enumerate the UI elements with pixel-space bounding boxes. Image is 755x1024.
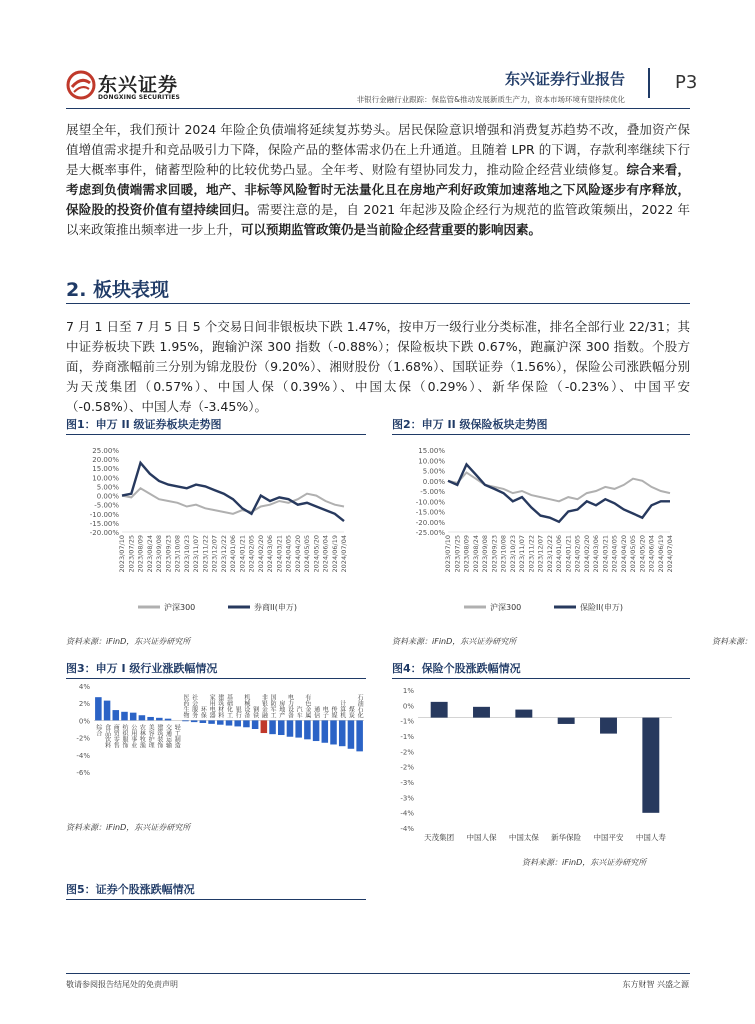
- fig1-xtick: 2023/09/08: [155, 535, 163, 573]
- fig3-bar: [295, 720, 302, 737]
- footer-rule: [66, 973, 690, 974]
- fig4-bar: [515, 710, 532, 718]
- fig4-category-label: 中国人保: [466, 833, 497, 842]
- fig1-xtick: 2023/08/24: [145, 535, 154, 573]
- fig1-xtick: 2023/07/10: [118, 535, 126, 573]
- outlook-text-2: 需要注意的是，自 2021 年起涉及险企经行为规范的监管政策频出，2022 年以来政策推出频率进一步上升，: [66, 202, 690, 237]
- fig1-xtick: 2024/05/05: [303, 535, 311, 573]
- fig4-bar: [473, 707, 490, 718]
- fig3-ytick: 0%: [78, 717, 90, 726]
- fig3-category-label: 机械设备: [242, 694, 250, 719]
- fig5-title: 图5：证券个股涨跌幅情况: [66, 883, 195, 896]
- fig3-bar: [356, 720, 363, 751]
- fig3-category-label: 美容护理: [147, 724, 155, 749]
- fig3-category-label: 汽车: [295, 706, 303, 719]
- fig3-category-label: 医药生物: [181, 694, 189, 719]
- fig1-xtick: 2023/10/23: [182, 535, 191, 573]
- fig1-legend-label-0: 沪深300: [164, 603, 196, 612]
- header-divider: [648, 68, 650, 98]
- outlook-bold-note: 可以预期监管政策仍是当前险企经营重要的影响因素。: [241, 222, 542, 237]
- fig1-ytick: 25.00%: [92, 447, 119, 455]
- fig2-ytick: -25.00%: [415, 529, 445, 537]
- fig1-xtick: 2023/07/25: [127, 535, 136, 573]
- fig2-xtick: 2024/03/06: [592, 535, 600, 573]
- fig3-category-label: 纺织服饰: [120, 724, 128, 749]
- fig1-xtick: 2024/04/05: [284, 535, 293, 573]
- fig3-bar: [226, 720, 233, 725]
- fig1-xtick: 2023/12/22: [219, 535, 228, 573]
- fig4-bar: [642, 718, 659, 813]
- disclaimer-note: 敬请参阅报告结尾处的免责声明: [66, 980, 178, 989]
- fig2-ytick: 5.00%: [422, 467, 445, 476]
- fig4-ytick: -2%: [400, 763, 414, 772]
- fig2-source: 资料来源：iFinD，东兴证券研究所: [392, 637, 517, 646]
- fig3-bar: [121, 712, 128, 721]
- fig2-series-1-line: [448, 464, 670, 521]
- fig4-ytick: -4%: [400, 825, 414, 833]
- fig2-series-0-line: [448, 473, 670, 502]
- fig1-xtick: 2023/09/23: [164, 535, 173, 573]
- fig4-ytick: 1%: [402, 687, 414, 695]
- fig3-bar: [322, 720, 329, 742]
- fig3-category-label: 国防军工: [269, 694, 277, 719]
- fig3-bar: [330, 720, 337, 744]
- fig3-category-label: 综合: [94, 724, 102, 737]
- fig3-category-label: 石油石化: [356, 694, 364, 719]
- fig1-xtick: 2023/11/07: [192, 535, 200, 573]
- fig4-title: 图4：保险个股涨跌幅情况: [392, 662, 521, 675]
- fig3-category-label: 钢铁: [251, 706, 259, 719]
- fig2-ytick: 15.00%: [418, 447, 445, 455]
- fig3-bar: [313, 720, 320, 741]
- fig2-xtick: 2024/06/19: [656, 535, 665, 573]
- fig2-legend-label-1: 保险II(申万): [580, 603, 623, 612]
- fig3-category-label: 房地产: [277, 700, 285, 719]
- fig4-bar: [558, 718, 575, 724]
- fig2-xtick: 2024/02/20: [582, 535, 591, 573]
- fig1-xtick: 2023/10/08: [173, 535, 182, 573]
- fig2-legend-label-0: 沪深300: [490, 603, 522, 612]
- fig3-category-label: 食品饮料: [103, 724, 111, 749]
- fig3-bar: [339, 720, 346, 746]
- fig3-category-label: 家用电器: [208, 694, 216, 719]
- fig4-category-label: 天茂集团: [424, 833, 455, 842]
- fig4-chart: [392, 684, 690, 854]
- section-rule: [66, 303, 690, 304]
- fig1-xtick: 2024/04/20: [293, 535, 302, 573]
- fig1-xtick: 2024/02/20: [256, 535, 265, 573]
- fig3-ytick: -4%: [76, 751, 90, 760]
- fig1-xtick: 2024/06/19: [330, 535, 339, 573]
- fig2-xtick: 2024/01/21: [564, 535, 573, 573]
- fig3-ytick: -2%: [76, 734, 90, 743]
- fig3-ytick: 4%: [78, 683, 90, 691]
- fig3-category-label: 商贸零售: [112, 724, 120, 749]
- fig3-category-label: 煤炭: [347, 706, 355, 719]
- fig3-title: 图3：申万 I 级行业涨跌幅情况: [66, 662, 218, 675]
- fig1-title: 图1：申万 II 级证券板块走势图: [66, 418, 222, 431]
- fig2-xtick: 2023/08/24: [471, 535, 480, 573]
- fig3-bar: [147, 717, 154, 720]
- page-number: P3: [675, 72, 698, 93]
- fig2-xtick: 2023/12/07: [536, 535, 545, 573]
- fig1-xtick: 2024/03/06: [266, 535, 274, 573]
- fig3-category-label: 电子: [321, 706, 329, 719]
- fig4-category-label: 中国平安: [593, 833, 624, 842]
- fig3-category-label: 交通运输: [164, 724, 172, 749]
- fig3-bar: [113, 710, 120, 720]
- logo-english-text: DONGXING SECURITIES: [98, 94, 181, 101]
- fig2-rule: [392, 434, 690, 435]
- fig1-ytick: -20.00%: [89, 529, 119, 537]
- fig1-ytick: -15.00%: [89, 519, 119, 528]
- fig2-xtick: 2023/11/22: [527, 535, 536, 573]
- fig2-xtick: 2024/07/04: [666, 535, 674, 573]
- fig4-bar: [431, 702, 448, 718]
- fig3-bar: [200, 720, 207, 723]
- fig3-ytick: -6%: [76, 769, 90, 777]
- fig2-xtick: 2023/08/09: [462, 535, 471, 573]
- fig3-bar: [243, 720, 250, 727]
- fig2-xtick: 2024/05/20: [638, 535, 647, 573]
- fig3-category-label: 社会服务: [190, 694, 198, 719]
- fig4-bar: [600, 718, 617, 734]
- fig3-category-label: 非银金融: [260, 694, 268, 719]
- fig5-rule: [66, 899, 366, 900]
- fig3-bar: [269, 720, 276, 734]
- fig2-xtick: 2024/02/05: [573, 535, 582, 573]
- outlook-bold-conclusion: 综合来看，考虑到负债端需求回暖，地产、非标等风险暂时无法量化且在房地产利好政策加速落地之下风险逐步有序释放，保险股的投资价值有望持续回归。: [66, 162, 690, 217]
- fig2-xtick: 2024/01/06: [555, 535, 563, 573]
- fig2-ytick: -5.00%: [420, 488, 445, 496]
- fig2-ytick: -20.00%: [415, 518, 445, 527]
- fig3-bar: [104, 701, 111, 721]
- fig3-category-label: 公用事业: [129, 724, 137, 749]
- section-title: 2. 板块表现: [66, 279, 170, 301]
- header-rule: [66, 108, 690, 109]
- fig3-category-label: 建筑材料: [216, 694, 224, 719]
- fig1-xtick: 2023/08/09: [136, 535, 145, 573]
- fig1-ytick: 0.00%: [96, 492, 119, 501]
- fig1-chart: [66, 440, 366, 620]
- fig2-xtick: 2023/07/10: [444, 535, 452, 573]
- fig1-legend-label-1: 券商II(申万): [254, 603, 297, 612]
- fig2-ytick: 10.00%: [418, 457, 445, 466]
- fig3-category-label: 银行: [234, 706, 242, 719]
- fig2-ytick: -10.00%: [415, 498, 445, 507]
- fig4-ytick: -2%: [400, 748, 414, 757]
- fig3-bar: [182, 720, 189, 721]
- fig1-xtick: 2024/07/04: [340, 535, 348, 573]
- fig3-bar: [261, 720, 268, 733]
- fig2-xtick: 2023/11/07: [518, 535, 526, 573]
- fig3-source: 资料来源：iFinD，东兴证券研究所: [66, 823, 191, 832]
- fig3-bar: [130, 713, 137, 721]
- fig1-series-1-line: [122, 463, 344, 521]
- fig1-xtick: 2024/02/05: [247, 535, 256, 573]
- fig3-category-label: 传媒: [330, 706, 338, 719]
- fig4-category-label: 中国人寿: [635, 833, 666, 842]
- fig4-ytick: -3%: [400, 794, 414, 803]
- fig1-ytick: 5.00%: [96, 483, 119, 492]
- company-logo-icon: [66, 70, 96, 100]
- fig3-bar: [234, 720, 241, 726]
- report-title: 东兴证券行业报告: [504, 70, 625, 88]
- fig3-bar: [304, 720, 311, 739]
- fig1-xtick: 2024/03/21: [275, 535, 284, 573]
- fig1-xtick: 2023/12/07: [210, 535, 219, 573]
- fig2-xtick: 2024/03/21: [601, 535, 610, 573]
- fig2-chart: [392, 440, 690, 620]
- fig2-title: 图2：申万 II 级保险板块走势图: [392, 418, 548, 431]
- fig2-xtick: 2023/10/08: [499, 535, 508, 573]
- fig1-xtick: 2024/06/04: [321, 535, 330, 573]
- fig1-xtick: 2024/01/06: [229, 535, 237, 573]
- fig3-category-label: 基础化工: [225, 694, 233, 719]
- fig3-bar: [287, 720, 294, 736]
- fig1-xtick: 2024/01/21: [238, 535, 247, 573]
- fig1-ytick: 20.00%: [92, 456, 119, 465]
- fig4-category-label: 新华保险: [551, 833, 582, 842]
- fig3-bar: [208, 720, 215, 723]
- fig1-ytick: 10.00%: [92, 474, 119, 483]
- fig3-ytick: 2%: [78, 700, 90, 709]
- fig3-bar: [217, 720, 224, 724]
- fig3-bar: [95, 697, 102, 720]
- fig3-bar: [156, 718, 163, 721]
- fig4-ytick: -3%: [400, 779, 414, 787]
- performance-paragraph: 7 月 1 日至 7 月 5 日 5 个交易日间非银板块下跌 1.47%，按申万一级行业分类标准，排名全部行业 22/31；其中证券板块下跌 1.95%，跑输沪深 300 指数（-0.88%）；保险板块下跌 0.67%，跑赢沪深 300 指数。个股方面，券商涨幅前三分别为锦龙股份（9.20%）、湘财股份（1.68%）、国联证券（1.56%），保险公司涨跌幅分别为天茂集团（0.57%）、中国人保（0.39%）、中国太保（0.29%）、新华保险（-0.23%）、中国平安（-0.58%）、中国人寿（-3.45%）。: [66, 319, 690, 414]
- fig3-bar: [165, 719, 172, 721]
- fig4-rule: [392, 678, 690, 679]
- fig1-source: 资料来源：iFinD，东兴证券研究所: [66, 637, 191, 646]
- fig4-ytick: -4%: [400, 809, 414, 818]
- fig1-ytick: -5.00%: [94, 501, 119, 510]
- fig2-xtick: 2023/09/08: [481, 535, 489, 573]
- fig4-category-label: 中国太保: [508, 833, 539, 842]
- outlook-text: 展望全年，我们预计 2024 年险企负债端将延续复苏势头。居民保险意识增强和消费复苏趋势不改，叠加资产保值增值需求提升和竞品吸引力下降，保险产品的整体需求仍在上升通道。且随着 LPR 的下调，存款利率继续下行是大概率事件，储蓄型险种的比较优势凸显。全年考、财险有望协同发力，推动险企经营业绩修复。: [66, 122, 690, 177]
- footer-slogan: 东方财智 兴盛之源: [622, 980, 689, 989]
- logo-text: 东兴证券: [98, 74, 179, 96]
- fig1-xtick: 2023/11/22: [201, 535, 210, 573]
- outlook-paragraph: [66, 120, 690, 240]
- fig2-xtick: 2024/06/04: [647, 535, 656, 573]
- fig2-ytick: 0.00%: [422, 477, 445, 486]
- cut-source-label: 资料来源：: [712, 637, 752, 646]
- fig3-category-label: 轻工制造: [173, 724, 181, 749]
- fig1-ytick: 15.00%: [92, 465, 119, 474]
- fig3-chart: [66, 682, 366, 822]
- fig3-rule: [66, 678, 366, 679]
- fig3-bar: [252, 720, 259, 729]
- fig4-ytick: 0%: [402, 702, 414, 711]
- fig3-bar: [278, 720, 285, 735]
- fig3-category-label: 计算机: [338, 700, 346, 719]
- fig1-rule: [66, 434, 366, 435]
- fig4-source: 资料来源：iFinD，东兴证券研究所: [522, 858, 647, 867]
- fig1-ytick: -10.00%: [89, 510, 119, 519]
- report-subtitle: 非银行金融行业跟踪：保监管&推动发展新质生产力，资本市场环境有望持续优化: [356, 95, 625, 104]
- fig2-xtick: 2024/05/05: [629, 535, 637, 573]
- fig1-xtick: 2024/05/20: [312, 535, 321, 573]
- fig2-xtick: 2023/12/22: [545, 535, 554, 573]
- fig2-xtick: 2023/09/23: [490, 535, 499, 573]
- fig2-xtick: 2024/04/05: [610, 535, 619, 573]
- fig2-ytick: -15.00%: [415, 508, 445, 517]
- fig3-category-label: 通信: [312, 706, 320, 719]
- fig1-series-0-line: [122, 488, 344, 514]
- fig3-category-label: 环保: [199, 706, 207, 719]
- fig3-category-label: 建筑装饰: [155, 724, 163, 749]
- fig3-bar: [191, 720, 198, 722]
- fig3-bar: [139, 715, 146, 720]
- fig3-category-label: 农林牧渔: [138, 724, 146, 749]
- fig2-xtick: 2024/04/20: [619, 535, 628, 573]
- fig3-bar: [348, 720, 355, 748]
- fig2-xtick: 2023/10/23: [508, 535, 517, 573]
- fig3-category-label: 有色金属: [303, 694, 311, 719]
- fig3-category-label: 电力设备: [286, 694, 294, 719]
- fig4-ytick: -1%: [400, 717, 414, 726]
- fig4-ytick: -1%: [400, 733, 414, 741]
- fig2-xtick: 2023/07/25: [453, 535, 462, 573]
